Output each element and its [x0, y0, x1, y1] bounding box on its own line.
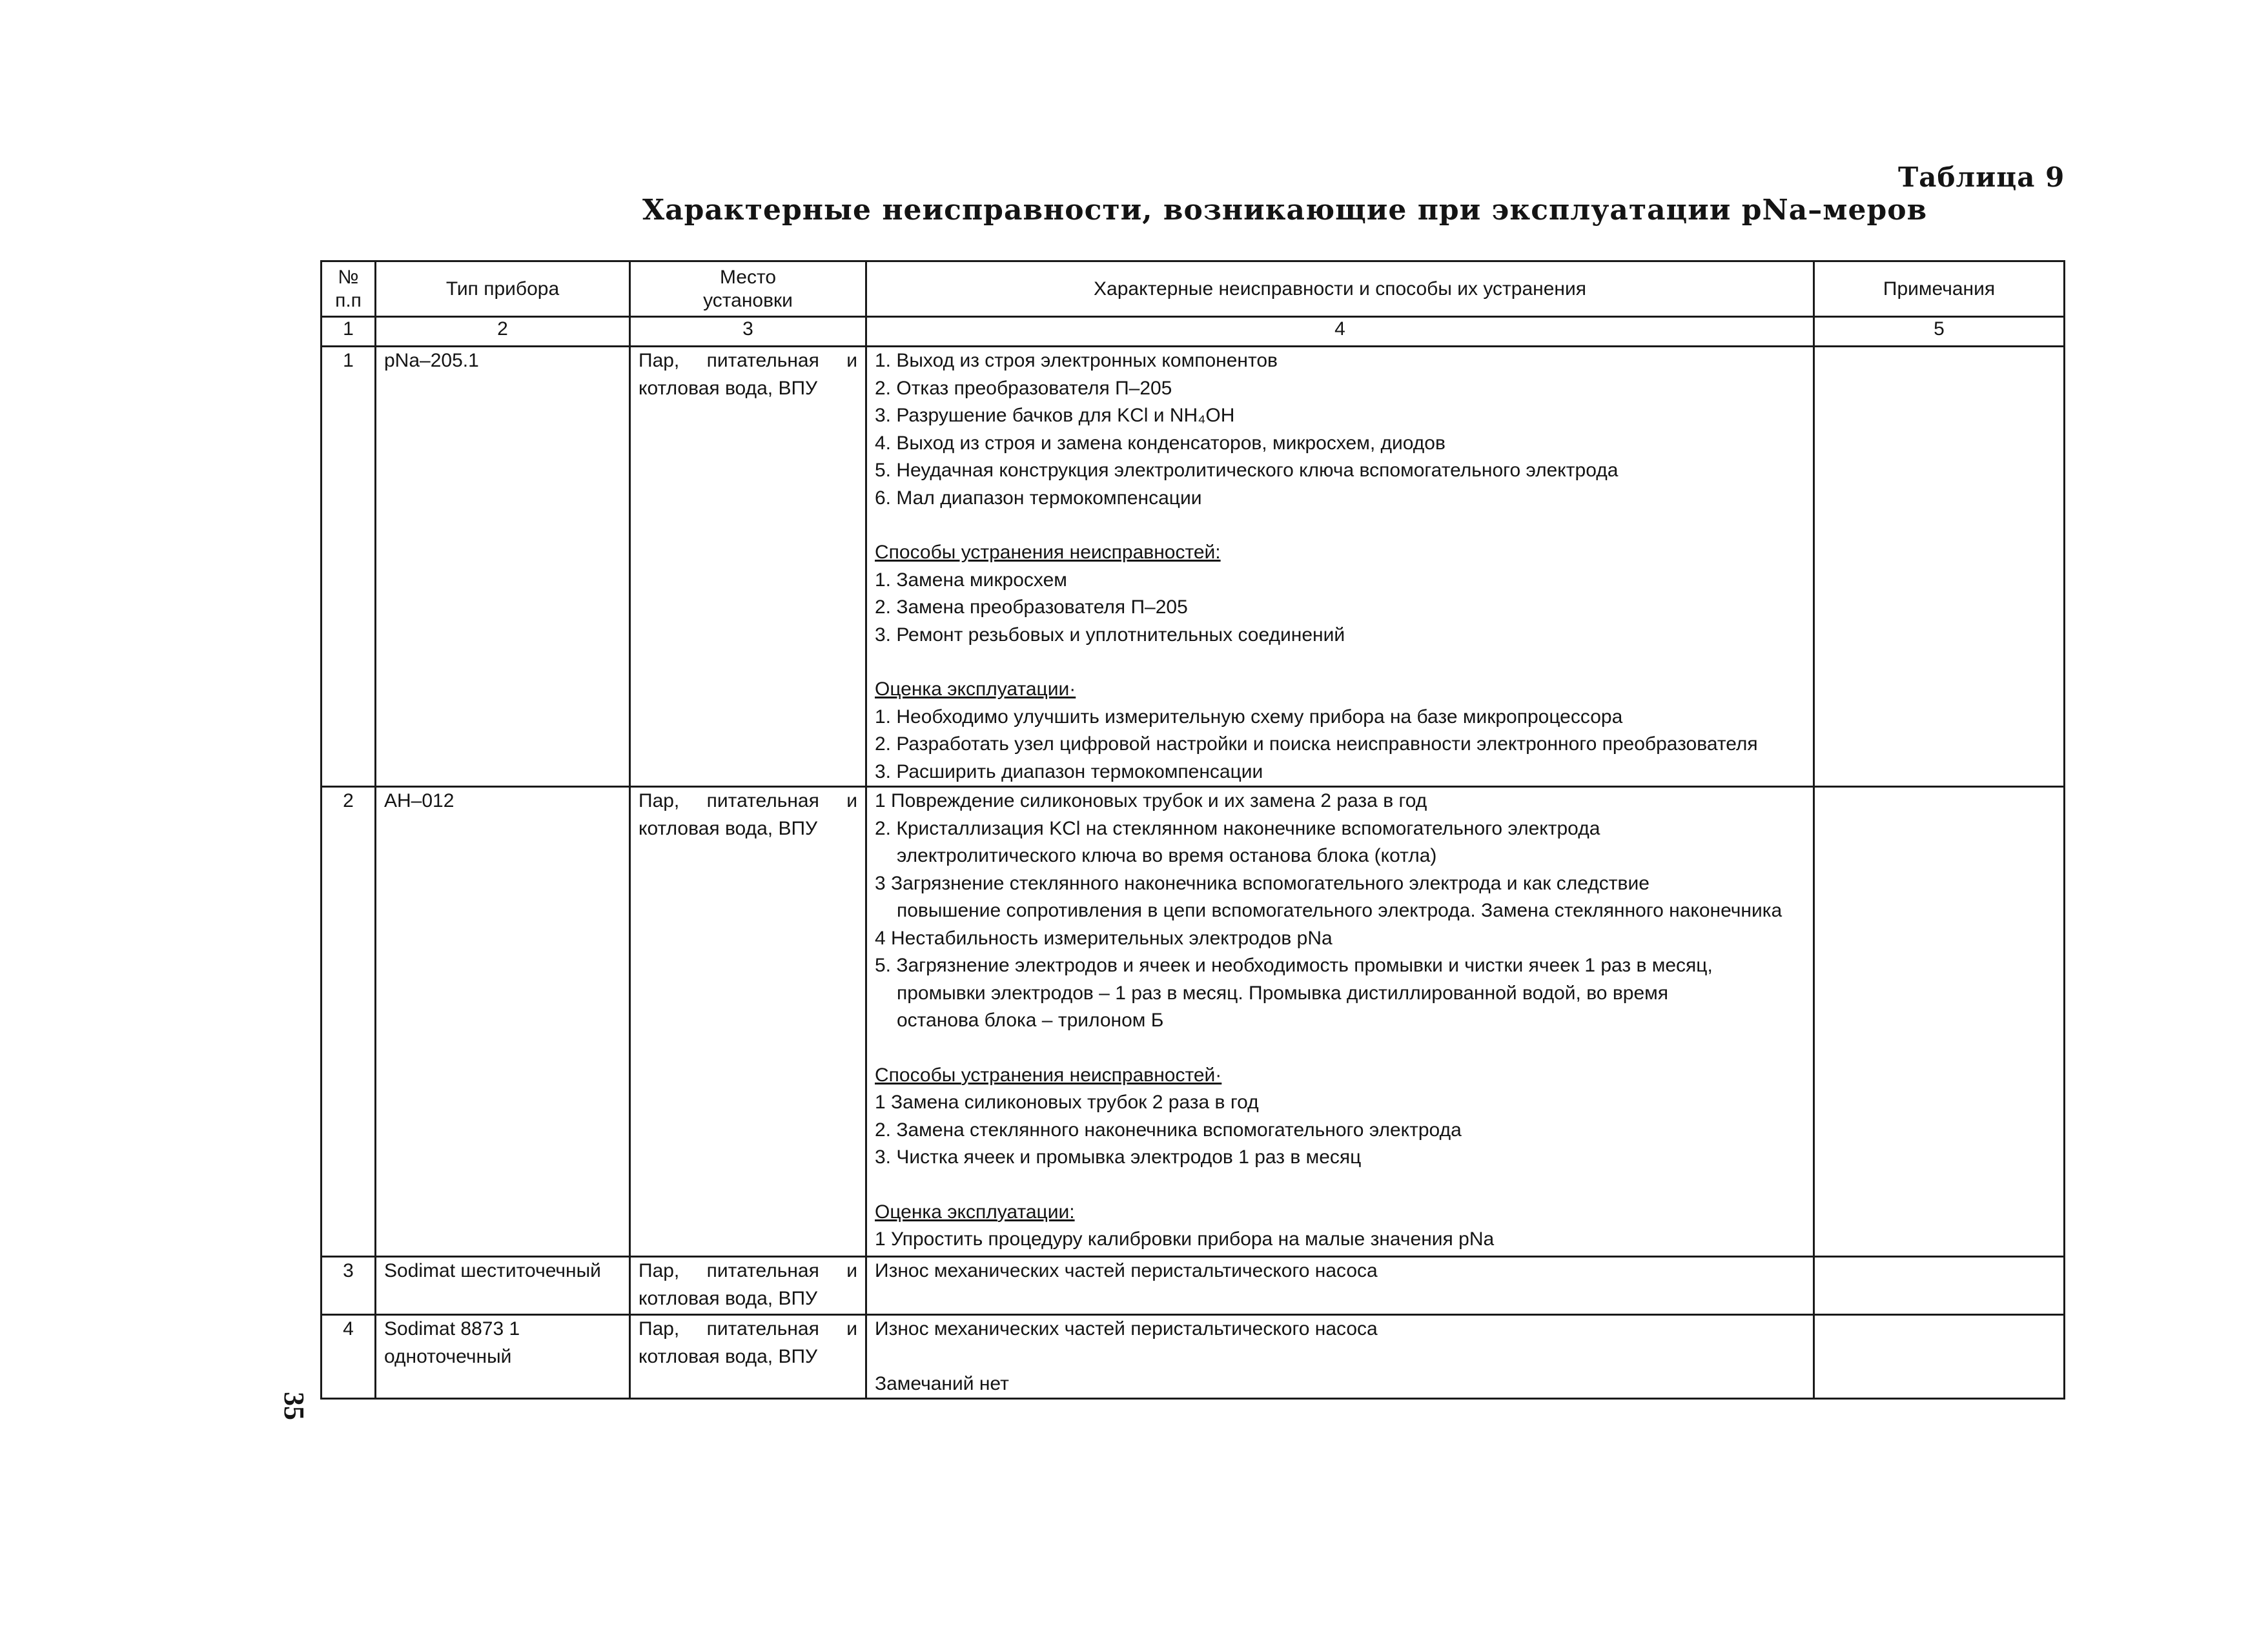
fault-item-continuation: останова блока – трилоном Б	[897, 1010, 1164, 1031]
column-number-5: 5	[1814, 317, 2065, 347]
header-num	[322, 261, 376, 317]
row-number: 3	[322, 1257, 376, 1315]
header-num-line2: п.п	[335, 289, 362, 311]
place-line2: котловая вода, ВПУ	[639, 377, 818, 399]
header-place	[630, 261, 866, 317]
device-type: АН–012	[376, 787, 630, 1257]
header-device: Тип прибора	[376, 261, 630, 317]
place-line2: котловая вода, ВПУ	[639, 817, 818, 839]
fault-item: 3. Разрушение бачков для KCl и NH₄OH	[875, 405, 1235, 426]
place-line1: Пар, питательная и	[639, 1318, 857, 1339]
row-number: 2	[322, 787, 376, 1257]
column-number-4: 4	[866, 317, 1814, 347]
notes-cell	[1814, 1315, 2065, 1399]
assessment-item: 1 Упростить процедуру калибровки прибора на малые значения pNa	[875, 1228, 1495, 1250]
place-line2: котловая вода, ВПУ	[639, 1287, 818, 1309]
remedy-item: 3. Ремонт резьбовых и уплотнительных соединений	[875, 624, 1345, 646]
fault-item: 2. Отказ преобразователя П–205	[875, 377, 1172, 399]
remedy-item: 1 Замена силиконовых трубок 2 раза в год	[875, 1092, 1259, 1113]
assessment-item: 3. Расширить диапазон термокомпенсации	[875, 760, 1263, 782]
place-line1: Пар, питательная и	[639, 1260, 857, 1281]
remedy-item: 2. Замена преобразователя П–205	[875, 596, 1188, 618]
installation-place	[630, 347, 866, 787]
installation-place	[630, 1257, 866, 1315]
column-number-row	[322, 317, 2065, 347]
installation-place	[630, 1315, 866, 1399]
fault-item: 1. Выход из строя электронных компонентов	[875, 350, 1278, 371]
device-type: Sodimat шеститочечный	[376, 1257, 630, 1315]
document-title: Характерные неисправности, возникающие при эксплуатации pNa–меров	[642, 194, 1928, 227]
notes-cell	[1814, 1257, 2065, 1315]
remedies-heading: Способы устранения неисправностей:	[875, 542, 1221, 563]
header-place-line2: установки	[703, 289, 793, 311]
notes-cell	[1814, 787, 2065, 1257]
place-line2: котловая вода, ВПУ	[639, 1345, 818, 1367]
faults-cell	[866, 347, 1814, 787]
table-row	[322, 347, 2065, 787]
installation-place	[630, 787, 866, 1257]
remedy-item: 1. Замена микросхем	[875, 569, 1067, 591]
remark: Замечаний нет	[875, 1372, 1009, 1394]
table-label: Таблица 9	[1898, 161, 2065, 193]
row-number: 4	[322, 1315, 376, 1399]
header-place-line1: Место	[719, 266, 777, 288]
faults-cell	[866, 1257, 1814, 1315]
fault-item: 5. Загрязнение электродов и ячеек и необходимость промывки и чистки ячеек 1 раз в месяц,	[875, 955, 1713, 976]
fault-item-continuation: электролитического ключа во время останова блока (котла)	[897, 845, 1437, 866]
fault-item: 6. Мал диапазон термокомпенсации	[875, 487, 1202, 509]
fault-item: 4. Выход из строя и замена конденсаторов, микросхем, диодов	[875, 432, 1446, 454]
column-number-2: 2	[376, 317, 630, 347]
device-type: Sodimat 8873 1 одноточечный	[376, 1315, 630, 1399]
fault-item-continuation: повышение сопротивления в цепи вспомогательного электрода. Замена стеклянного наконечника	[897, 900, 1783, 921]
remedies-heading: Способы устранения неисправностей·	[875, 1064, 1222, 1086]
fault-item: 4 Нестабильность измерительных электродов pNa	[875, 927, 1333, 949]
remedy-item: 3. Чистка ячеек и промывка электродов 1 раз в месяц	[875, 1146, 1362, 1168]
table-row	[322, 1257, 2065, 1315]
device-type: pNa–205.1	[376, 347, 630, 787]
place-line1: Пар, питательная и	[639, 350, 857, 371]
assessment-heading: Оценка эксплуатации·	[875, 678, 1076, 700]
row-number: 1	[322, 347, 376, 787]
fault-item-continuation: промывки электродов – 1 раз в месяц. Промывка дистиллированной водой, во время	[897, 982, 1669, 1004]
page-number: 35	[278, 1392, 310, 1420]
faults-cell	[866, 787, 1814, 1257]
header-num-line1: №	[338, 266, 359, 288]
remedy-item: 2. Замена стеклянного наконечника вспомогательного электрода	[875, 1119, 1462, 1141]
fault-item: 2. Кристаллизация KCl на стеклянном наконечнике вспомогательного электрода	[875, 817, 1600, 839]
fault-item: Износ механических частей перистальтического насоса	[875, 1318, 1378, 1339]
column-number-1: 1	[322, 317, 376, 347]
table-row	[322, 787, 2065, 1257]
place-line1: Пар, питательная и	[639, 790, 857, 811]
assessment-item: 2. Разработать узел цифровой настройки и поиска неисправности электронного преобразователя	[875, 733, 1758, 755]
assessment-item: 1. Необходимо улучшить измерительную схему прибора на базе микропроцессора	[875, 706, 1623, 728]
notes-cell	[1814, 347, 2065, 787]
header-faults: Характерные неисправности и способы их устранения	[866, 261, 1814, 317]
fault-item: 5. Неудачная конструкция электролитического ключа вспомогательного электрода	[875, 460, 1619, 481]
column-number-3: 3	[630, 317, 866, 347]
fault-item: Износ механических частей перистальтического насоса	[875, 1260, 1378, 1281]
assessment-heading: Оценка эксплуатации:	[875, 1201, 1075, 1223]
fault-item: 1 Повреждение силиконовых трубок и их замена 2 раза в год	[875, 790, 1427, 811]
faults-table	[320, 260, 2065, 1400]
table-header-row	[322, 261, 2065, 317]
fault-item: 3 Загрязнение стеклянного наконечника вспомогательного электрода и как следствие	[875, 872, 1650, 894]
table-row	[322, 1315, 2065, 1399]
faults-cell	[866, 1315, 1814, 1399]
header-notes: Примечания	[1814, 261, 2065, 317]
